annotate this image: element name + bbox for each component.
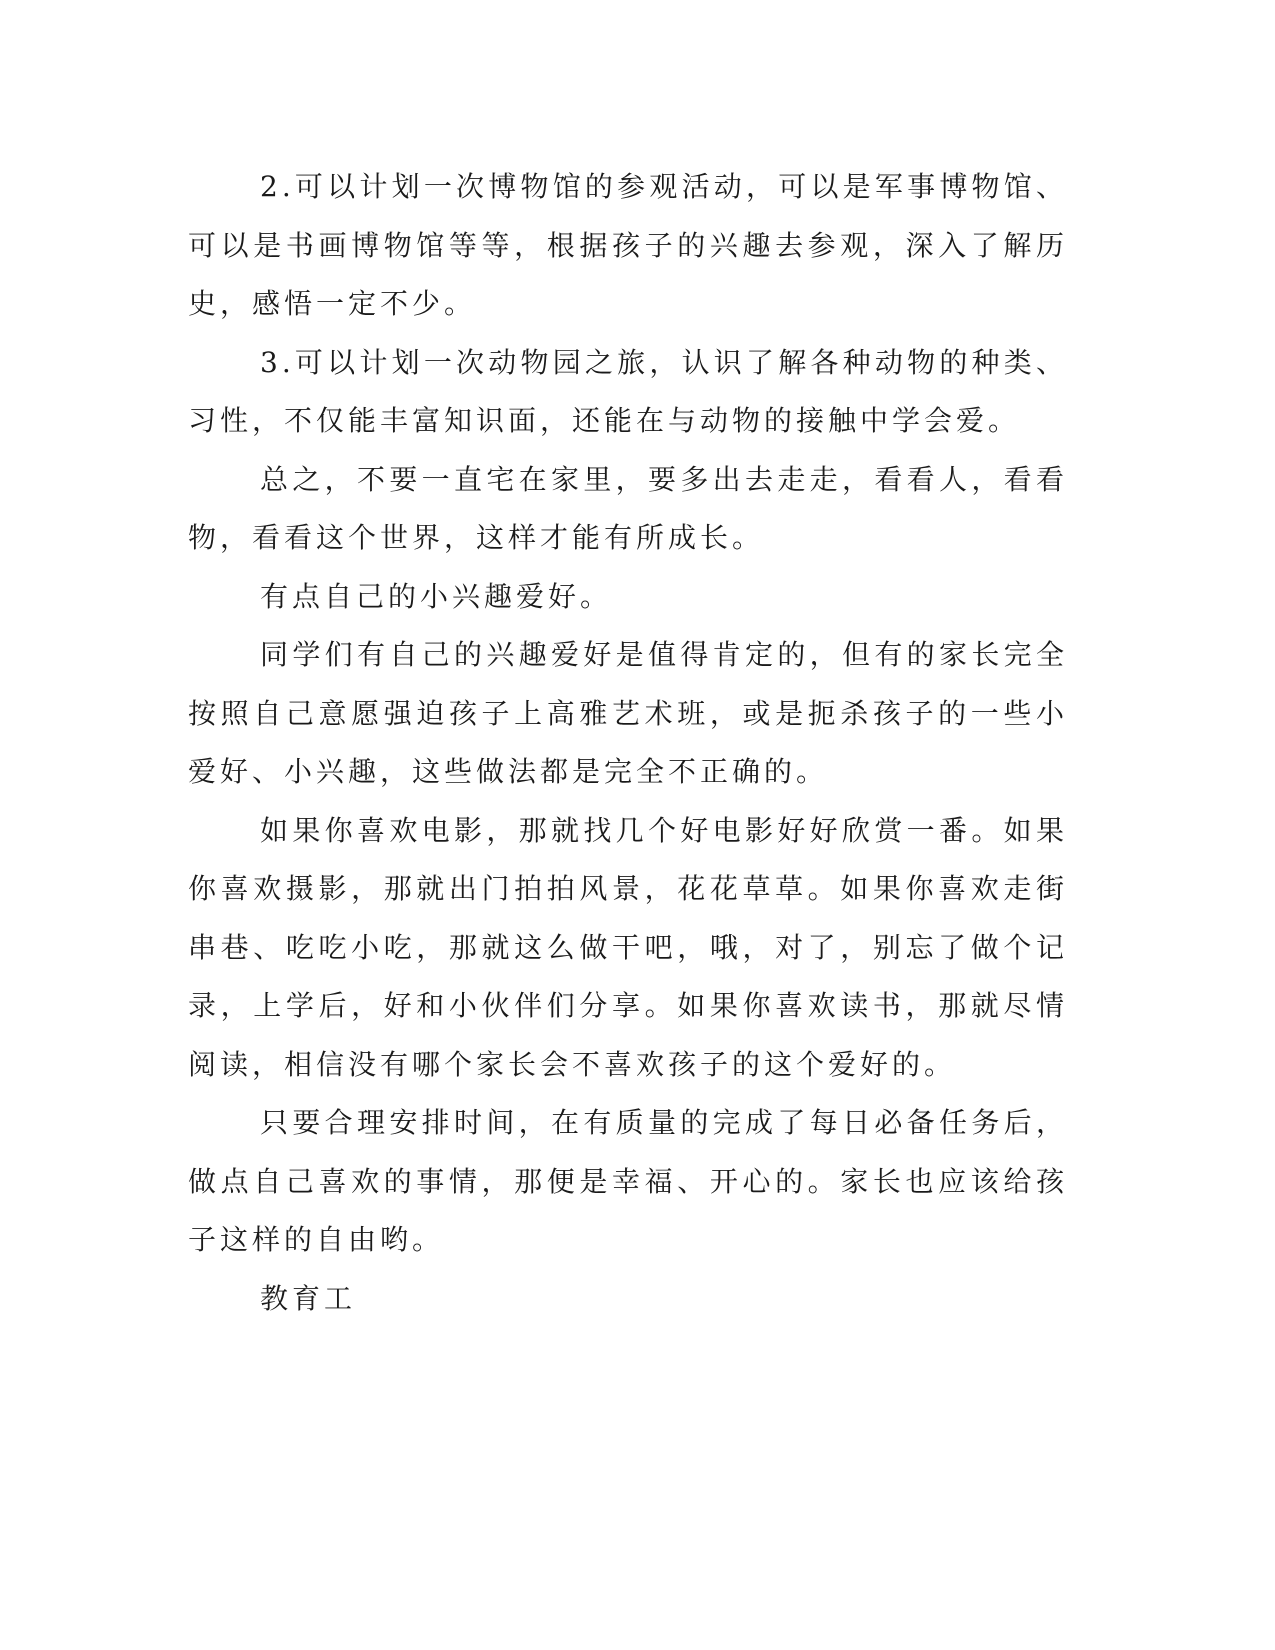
paragraph-time-management: 只要合理安排时间，在有质量的完成了每日必备任务后，做点自己喜欢的事情，那便是幸福、开心的。家长也应该给孩子这样的自由哟。 [188,1106,1068,1256]
paragraph-zoo-trip: 3.可以计划一次动物园之旅，认识了解各种动物的种类、习性，不仅能丰富知识面，还能在与动物的接触中学会爱。 [188,345,1068,437]
paragraph-summary: 总之，不要一直宅在家里，要多出去走走，看看人，看看物，看看这个世界，这样才能有所成长。 [188,462,1068,554]
document-body [188,158,1068,1328]
paragraph-museum-visit: 2.可以计划一次博物馆的参观活动，可以是军事博物馆、可以是书画博物馆等等，根据孩子的兴趣去参观，深入了解历史，感悟一定不少。 [188,170,1068,320]
paragraph-truncated-fragment: 教育工 [260,1281,357,1315]
paragraph-hobby-heading: 有点自己的小兴趣爱好。 [260,579,613,613]
paragraph-hobby-examples: 如果你喜欢电影，那就找几个好电影好好欣赏一番。如果你喜欢摄影，那就出门拍拍风景，花花草草。如果你喜欢走街串巷、吃吃小吃，那就这么做干吧，哦，对了，别忘了做个记录，上学后，好和小伙伴们分享。如果你喜欢读书，那就尽情阅读，相信没有哪个家长会不喜欢孩子的这个爱好的。 [188,813,1068,1081]
paragraph-hobby-intro: 同学们有自己的兴趣爱好是值得肯定的，但有的家长完全按照自己意愿强迫孩子上高雅艺术班，或是扼杀孩子的一些小爱好、小兴趣，这些做法都是完全不正确的。 [188,638,1068,788]
